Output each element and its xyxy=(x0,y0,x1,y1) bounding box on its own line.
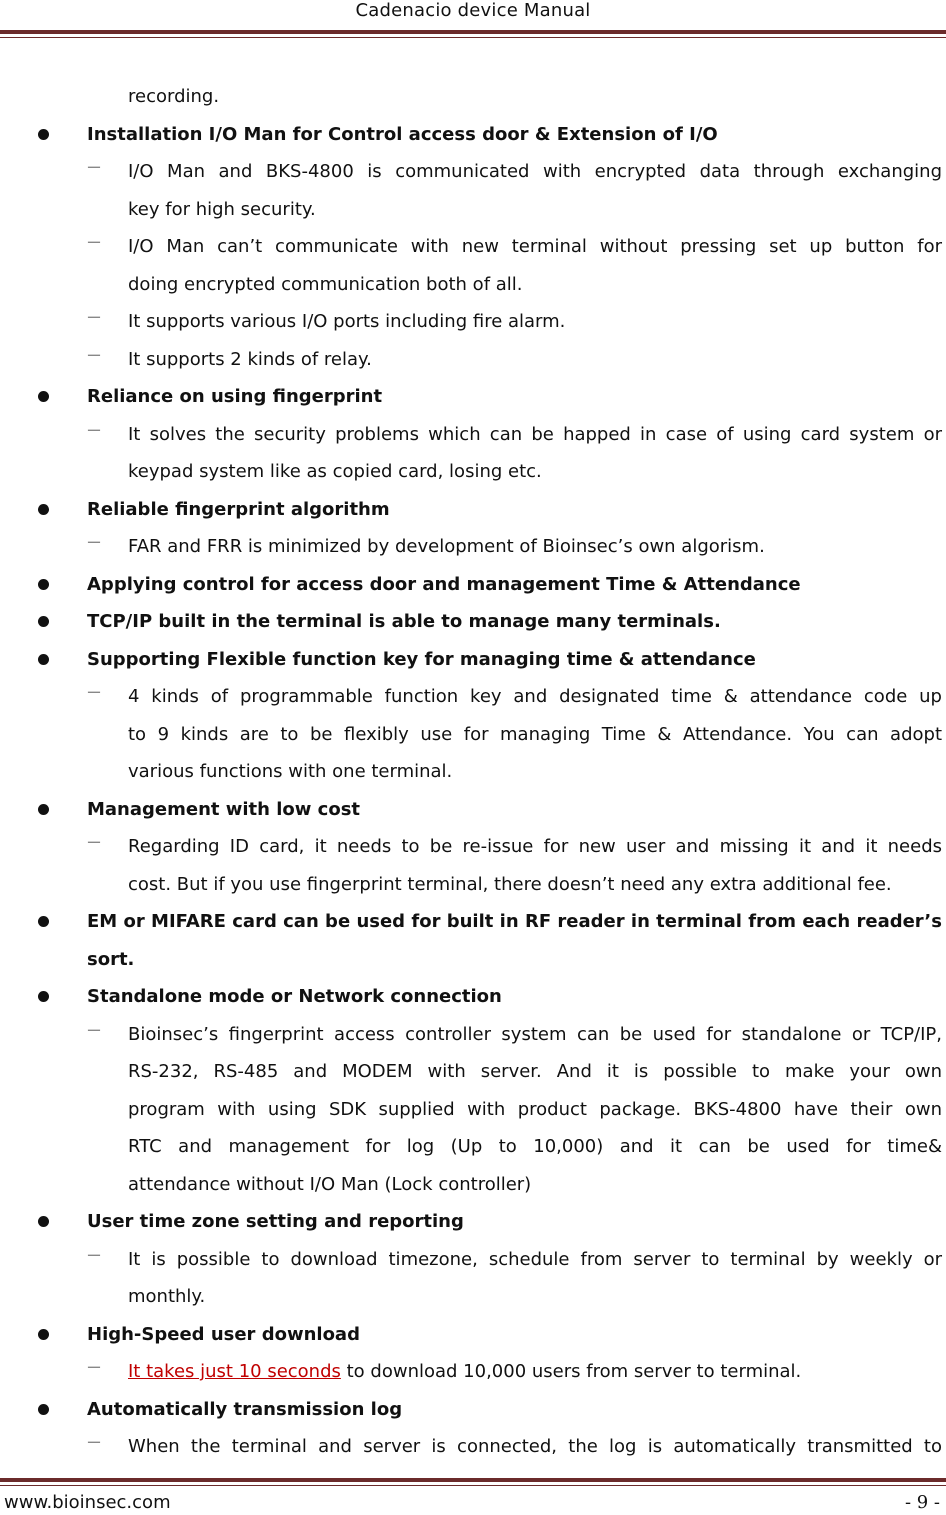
dash-icon: － xyxy=(86,308,103,327)
dash-icon: － xyxy=(86,1020,103,1040)
bullet-heading-continuation xyxy=(0,941,946,979)
continuation-line xyxy=(0,1166,946,1204)
bullet-item xyxy=(0,603,946,641)
bullet-heading: Automatically transmission log xyxy=(87,1398,403,1420)
dash-icon: － xyxy=(86,1358,103,1377)
sub-item-text-rest: to download 10,000 users from server to terminal. xyxy=(340,1361,802,1382)
highlighted-link-text[interactable]: It takes just 10 seconds xyxy=(128,1361,341,1382)
sub-item xyxy=(0,153,946,191)
bullet-heading: TCP/IP built in the terminal is able to manage many terminals. xyxy=(87,611,721,632)
sub-item-text: Bioinsec’s fingerprint access controller system can be used for standalone or TCP/IP, xyxy=(128,1023,942,1045)
bullet-item xyxy=(0,1316,946,1354)
bullet-dot-icon xyxy=(38,1404,49,1415)
continuation-line xyxy=(0,1278,946,1316)
bullet-item xyxy=(0,903,946,941)
dash-icon: － xyxy=(86,345,103,365)
bullet-heading: Management with low cost xyxy=(87,798,361,820)
dash-icon: － xyxy=(86,1245,103,1265)
bullet-item xyxy=(0,116,946,154)
sub-item xyxy=(0,303,946,341)
bullet-dot-icon xyxy=(38,1329,49,1340)
bullet-heading: User time zone setting and reporting xyxy=(87,1211,464,1232)
continuation-line xyxy=(0,1128,946,1166)
document-body xyxy=(0,78,946,1466)
continuation-line xyxy=(0,266,946,304)
bullet-heading: Applying control for access door and management Time & Attendance xyxy=(87,573,801,595)
continuation-text: RTC and management for log (Up to 10,000) and it can be used for time& xyxy=(128,1136,942,1157)
bullet-dot-icon xyxy=(38,991,49,1002)
sub-item-text: FAR and FRR is minimized by development of Bioinsec’s own algorism. xyxy=(128,536,765,557)
bullet-heading: Reliable fingerprint algorithm xyxy=(87,498,390,520)
bullet-heading: EM or MIFARE card can be used for built in RF reader in terminal from each reader’s xyxy=(87,911,942,932)
continuation-line xyxy=(0,1091,946,1129)
sub-item xyxy=(0,416,946,454)
continuation-line xyxy=(0,1053,946,1091)
bullet-heading: High-Speed user download xyxy=(87,1323,360,1345)
sub-item xyxy=(0,1241,946,1279)
dash-icon: － xyxy=(86,233,103,252)
bullet-dot-icon xyxy=(38,1216,49,1227)
sub-item-text: When the terminal and server is connected, the log is automatically transmitted to xyxy=(128,1436,942,1457)
sub-item xyxy=(0,1428,946,1466)
bullet-item xyxy=(0,378,946,416)
dash-icon: － xyxy=(86,683,103,702)
bullet-item xyxy=(0,641,946,679)
footer-rule-thin xyxy=(0,1485,946,1486)
dash-icon: － xyxy=(86,420,103,440)
continuation-text: recording. xyxy=(128,86,220,107)
bullet-item xyxy=(0,1391,946,1429)
continuation-line xyxy=(0,78,946,116)
sub-item xyxy=(0,341,946,379)
continuation-line xyxy=(0,753,946,791)
sub-item-text: It supports 2 kinds of relay. xyxy=(128,348,372,370)
sub-item-text: 4 kinds of programmable function key and designated time & attendance code up xyxy=(128,686,942,707)
bullet-dot-icon xyxy=(38,916,49,927)
continuation-line xyxy=(0,866,946,904)
bullet-item xyxy=(0,978,946,1016)
dash-icon: － xyxy=(86,833,103,852)
sub-item xyxy=(0,1016,946,1054)
continuation-text: key for high security. xyxy=(128,198,316,220)
bullet-item xyxy=(0,566,946,604)
continuation-text: keypad system like as copied card, losing etc. xyxy=(128,461,542,482)
bullet-dot-icon xyxy=(38,391,49,402)
sub-item xyxy=(0,528,946,566)
dash-icon: － xyxy=(86,1433,103,1452)
sub-item-text: I/O Man can’t communicate with new terminal without pressing set up button for xyxy=(128,236,942,257)
sub-item xyxy=(0,1353,946,1391)
continuation-line xyxy=(0,716,946,754)
continuation-line xyxy=(0,191,946,229)
bullet-dot-icon xyxy=(38,654,49,665)
page-header-title: Cadenacio device Manual xyxy=(355,0,591,21)
bullet-item xyxy=(0,1203,946,1241)
dash-icon: － xyxy=(86,533,103,552)
sub-item xyxy=(0,228,946,266)
bullet-heading: Installation I/O Man for Control access door & Extension of I/O xyxy=(87,123,718,145)
bullet-heading: Supporting Flexible function key for managing time & attendance xyxy=(87,648,756,670)
continuation-text: program with using SDK supplied with product package. BKS-4800 have their own xyxy=(128,1098,942,1120)
header-rule-thin xyxy=(0,37,946,38)
bullet-dot-icon xyxy=(38,129,49,140)
bullet-dot-icon xyxy=(38,579,49,590)
dash-icon: － xyxy=(86,158,103,177)
sub-item-text: It solves the security problems which can be happed in case of using card system or xyxy=(128,423,942,445)
footer-rule-thick xyxy=(0,1478,946,1482)
continuation-text: monthly. xyxy=(128,1286,206,1307)
continuation-text: various functions with one terminal. xyxy=(128,761,453,782)
continuation-text: attendance without I/O Man (Lock controller) xyxy=(128,1173,532,1195)
footer-page-number: - 9 - xyxy=(904,1492,940,1513)
continuation-text: cost. But if you use fingerprint terminal, there doesn’t need any extra additional fee. xyxy=(128,873,892,895)
bullet-dot-icon xyxy=(38,616,49,627)
sub-item-text: I/O Man and BKS-4800 is communicated with encrypted data through exchanging xyxy=(128,161,942,182)
bullet-item xyxy=(0,791,946,829)
bullet-heading: Standalone mode or Network connection xyxy=(87,986,502,1007)
bullet-dot-icon xyxy=(38,504,49,515)
sub-item-text: It supports various I/O ports including fire alarm. xyxy=(128,311,566,332)
sub-item-text: It is possible to download timezone, schedule from server to terminal by weekly or xyxy=(128,1248,942,1270)
continuation-text: to 9 kinds are to be flexibly use for managing Time & Attendance. You can adopt xyxy=(128,723,942,745)
footer-website: www.bioinsec.com xyxy=(4,1492,171,1513)
bullet-heading: sort. xyxy=(87,948,135,970)
header-rule-thick xyxy=(0,30,946,34)
sub-item xyxy=(0,678,946,716)
bullet-item xyxy=(0,491,946,529)
sub-item-text: Regarding ID card, it needs to be re-issue for new user and missing it and it needs xyxy=(128,836,942,857)
sub-item-text xyxy=(128,1353,942,1391)
continuation-text: doing encrypted communication both of all. xyxy=(128,273,523,295)
sub-item xyxy=(0,828,946,866)
bullet-dot-icon xyxy=(38,804,49,815)
bullet-heading: Reliance on using fingerprint xyxy=(87,386,383,407)
continuation-text: RS-232, RS-485 and MODEM with server. And it is possible to make your own xyxy=(128,1061,942,1082)
continuation-line xyxy=(0,453,946,491)
